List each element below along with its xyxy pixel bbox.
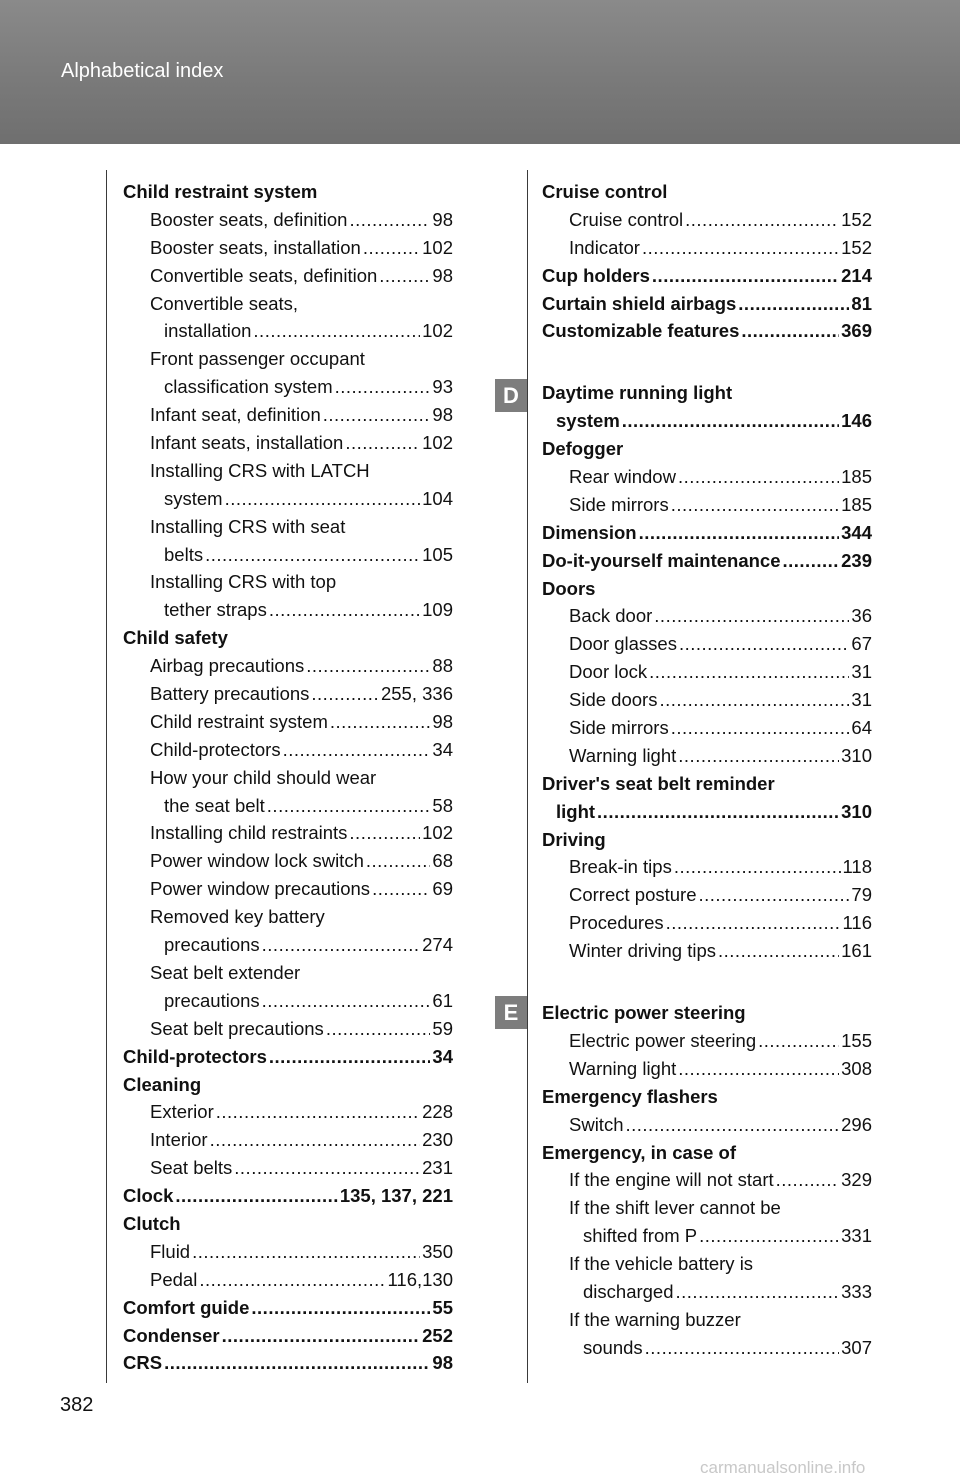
index-entry-main: CRS ..... 98 xyxy=(123,1349,453,1377)
index-entry-text: Convertible seats, xyxy=(150,292,299,314)
index-entry-text: Installing CRS with LATCH xyxy=(150,459,370,481)
index-entry-main: Curtain shield airbags ..... 81 xyxy=(542,290,872,318)
index-entry-text: Installing CRS with seat xyxy=(150,515,346,537)
index-entry: shifted from P ..... 331 xyxy=(542,1222,872,1250)
index-entry-text: How your child should wear xyxy=(150,766,377,788)
index-entry: Infant seat, definition ..... 98 xyxy=(123,401,453,429)
index-heading: Child restraint system xyxy=(123,181,318,202)
index-entry-text: Seat belt extender xyxy=(150,961,301,983)
index-entry: Seat belt precautions ..... 59 xyxy=(123,1015,453,1043)
index-entry-main: Condenser ..... 252 xyxy=(123,1322,453,1350)
index-entry: Side mirrors ..... 185 xyxy=(542,491,872,519)
index-entry-main: system ..... 146 xyxy=(542,407,872,435)
index-entry: Door lock ..... 31 xyxy=(542,658,872,686)
index-entry: belts ..... 105 xyxy=(123,541,453,569)
index-entry: tether straps ..... 109 xyxy=(123,596,453,624)
index-entry: Booster seats, definition ..... 98 xyxy=(123,206,453,234)
index-entry: Break-in tips ..... 118 xyxy=(542,853,872,881)
index-entry: system ..... 104 xyxy=(123,485,453,513)
index-entry: precautions ..... 274 xyxy=(123,931,453,959)
index-entry-main: Dimension ..... 344 xyxy=(542,519,872,547)
index-entry-main: Comfort guide ..... 55 xyxy=(123,1294,453,1322)
index-entry: precautions ..... 61 xyxy=(123,987,453,1015)
index-entry: Power window lock switch ..... 68 xyxy=(123,847,453,875)
index-entry: Seat belts ..... 231 xyxy=(123,1154,453,1182)
index-entry: Interior ..... 230 xyxy=(123,1126,453,1154)
index-entry: Power window precautions ..... 69 xyxy=(123,875,453,903)
index-entry-main: Child-protectors ..... 34 xyxy=(123,1043,453,1071)
index-heading: Doors xyxy=(542,577,596,599)
index-entry: Winter driving tips ..... 161 xyxy=(542,937,872,965)
index-entry: If the engine will not start ..... 329 xyxy=(542,1166,872,1194)
index-entry: Indicator ..... 152 xyxy=(542,234,872,262)
index-entry-main: Cup holders ..... 214 xyxy=(542,262,872,290)
section-gap xyxy=(542,965,872,999)
page-header-band xyxy=(0,0,960,144)
index-entry: Correct posture ..... 79 xyxy=(542,881,872,909)
index-entry: Door glasses ..... 67 xyxy=(542,630,872,658)
letter-tab-e: E xyxy=(495,996,527,1029)
index-heading: Electric power steering xyxy=(542,1002,746,1024)
index-entry: classification system ..... 93 xyxy=(123,373,453,401)
index-entry: sounds ..... 307 xyxy=(542,1334,872,1362)
index-entry-main: Clock ..... 135, 137, 221 xyxy=(123,1182,453,1210)
index-heading: Driver's seat belt reminder xyxy=(542,772,775,794)
section-gap xyxy=(542,345,872,379)
index-entry: Rear window ..... 185 xyxy=(542,463,872,491)
index-entry: Pedal ..... 116,130 xyxy=(123,1266,453,1294)
index-entry-text: If the warning buzzer xyxy=(569,1308,741,1330)
index-heading: Daytime running light xyxy=(542,382,733,404)
index-entry: Battery precautions ..... 255, 336 xyxy=(123,680,453,708)
index-entry: Convertible seats, definition ..... 98 xyxy=(123,262,453,290)
index-entry: Warning light ..... 308 xyxy=(542,1055,872,1083)
right-column-rule xyxy=(527,170,528,1383)
index-entry: Side doors ..... 31 xyxy=(542,686,872,714)
index-entry: Back door ..... 36 xyxy=(542,602,872,630)
index-entry-main: light ..... 310 xyxy=(542,798,872,826)
index-entry: Warning light ..... 310 xyxy=(542,742,872,770)
index-entry: installation ..... 102 xyxy=(123,317,453,345)
left-column-rule xyxy=(106,170,107,1383)
index-heading: Cleaning xyxy=(123,1073,202,1095)
index-entry: Booster seats, installation ..... 102 xyxy=(123,234,453,262)
index-entry-text: Installing CRS with top xyxy=(150,571,337,593)
index-heading: Emergency, in case of xyxy=(542,1141,736,1163)
index-heading: Cruise control xyxy=(542,181,668,202)
index-entry: Side mirrors ..... 64 xyxy=(542,714,872,742)
index-heading: Child safety xyxy=(123,627,228,649)
index-entry: Airbag precautions ..... 88 xyxy=(123,652,453,680)
index-heading: Emergency flashers xyxy=(542,1085,718,1107)
index-entry-text: If the vehicle battery is xyxy=(569,1253,754,1275)
index-entry: Switch ..... 296 xyxy=(542,1111,872,1139)
index-entry: Electric power steering ..... 155 xyxy=(542,1027,872,1055)
index-heading: Clutch xyxy=(123,1212,181,1234)
index-entry: Exterior ..... 228 xyxy=(123,1098,453,1126)
index-heading: Defogger xyxy=(542,438,624,460)
watermark: carmanualsonline.info xyxy=(700,1458,866,1477)
page-number: 382 xyxy=(60,1394,94,1416)
index-entry: Child restraint system ..... 98 xyxy=(123,708,453,736)
index-column-left xyxy=(123,178,453,1377)
index-entry: the seat belt ..... 58 xyxy=(123,792,453,820)
index-entry-text: Removed key battery xyxy=(150,906,325,928)
index-column-right xyxy=(542,178,872,1362)
index-entry-text: If the shift lever cannot be xyxy=(569,1197,781,1219)
index-entry: Child-protectors ..... 34 xyxy=(123,736,453,764)
index-entry-main: Do-it-yourself maintenance ..... 239 xyxy=(542,547,872,575)
index-entry-text: Front passenger occupant xyxy=(150,348,365,370)
index-entry-main: Customizable features ..... 369 xyxy=(542,317,872,345)
index-entry: Procedures ..... 116 xyxy=(542,909,872,937)
index-heading: Driving xyxy=(542,828,606,850)
index-entry: Infant seats, installation ..... 102 xyxy=(123,429,453,457)
index-entry: Installing child restraints ..... 102 xyxy=(123,819,453,847)
index-entry: discharged ..... 333 xyxy=(542,1278,872,1306)
header-title: Alphabetical index xyxy=(61,60,224,82)
index-entry: Cruise control ..... 152 xyxy=(542,206,872,234)
letter-tab-d: D xyxy=(495,379,527,412)
index-entry: Fluid ..... 350 xyxy=(123,1238,453,1266)
